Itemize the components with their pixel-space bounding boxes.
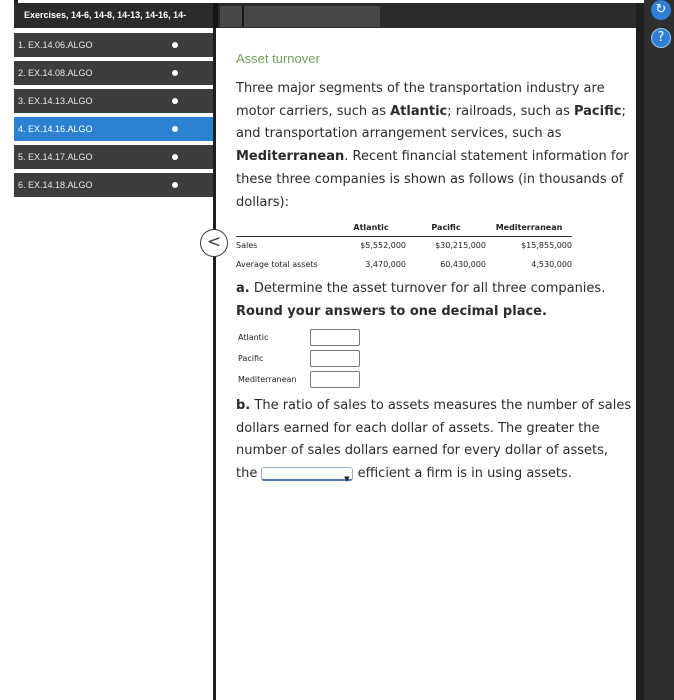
status-dot-icon (172, 70, 178, 76)
answer-label-atlantic: Atlantic (238, 333, 269, 342)
table-cell: $5,552,000 (360, 241, 406, 251)
page-title: Asset turnover (236, 51, 320, 66)
sidebar-item-ex-14-08[interactable] (14, 61, 213, 85)
refresh-icon[interactable]: ↻ (651, 0, 671, 20)
sidebar-item-ex-14-18[interactable] (14, 173, 213, 197)
part-b-question: b. The ratio of sales to assets measures the number of sales dollars earned for each dollar of assets. The greater the number of sales dollars earned for every dollar of assets, the ▼ efficient a firm is in using assets. (236, 395, 632, 486)
mediterranean-answer-input[interactable] (310, 371, 360, 388)
pacific-answer-input[interactable] (310, 350, 360, 367)
problem-intro: Three major segments of the transportation industry are motor carriers, such as Atlantic; railroads, such as Pacific; and transportation arrangement services, such as Mediterranean. Recent financial statement information for these three companies is shown as follows (in thousands of dollars): (236, 81, 629, 210)
efficiency-dropdown[interactable] (261, 467, 353, 481)
sidebar (14, 28, 213, 700)
sidebar-item-label: 5. EX.14.17.ALGO (18, 152, 93, 162)
sidebar-item-label: 4. EX.14.16.ALGO (18, 124, 93, 134)
status-dot-icon (172, 154, 178, 160)
table-cell: Average total assets (236, 260, 318, 269)
sidebar-item-label: 6. EX.14.18.ALGO (18, 180, 93, 190)
sidebar-item-label: 3. EX.14.13.ALGO (18, 96, 93, 106)
table-header (236, 220, 336, 236)
financial-table (236, 220, 572, 274)
answer-label-pacific: Pacific (238, 354, 264, 363)
status-dot-icon (172, 182, 178, 188)
sidebar-divider (213, 28, 216, 700)
sidebar-item-ex-14-16[interactable] (14, 117, 213, 141)
sidebar-item-label: 2. EX.14.08.ALGO (18, 68, 93, 78)
sidebar-item-ex-14-06[interactable] (14, 33, 213, 57)
table-cell: Sales (236, 241, 258, 251)
table-header: Mediterranean (486, 220, 572, 236)
sidebar-item-ex-14-17[interactable] (14, 145, 213, 169)
chevron-left-icon[interactable]: < (200, 229, 228, 257)
sidebar-item-ex-14-13[interactable] (14, 89, 213, 113)
answer-label-mediterranean: Mediterranean (238, 375, 297, 384)
caret-down-icon: ▼ (344, 474, 350, 483)
table-header: Pacific (406, 220, 486, 236)
table-row (236, 255, 572, 274)
table-cell: 3,470,000 (365, 260, 406, 269)
table-header-row (236, 220, 572, 236)
sidebar-item-label: 1. EX.14.06.ALGO (18, 40, 93, 50)
table-header: Atlantic (336, 220, 406, 236)
status-dot-icon (172, 98, 178, 104)
exercise-title: Exercises, 14-6, 14-8, 14-13, 14-16, 14- (24, 10, 187, 20)
part-a-question: a. Determine the asset turnover for all three companies. Round your answers to one decimal place. (236, 281, 606, 319)
table-cell: $30,215,000 (435, 241, 486, 251)
atlantic-answer-input[interactable] (310, 329, 360, 346)
tab-divider (213, 3, 218, 28)
right-tool-panel (644, 0, 674, 700)
table-row (236, 236, 572, 255)
status-dot-icon (172, 42, 178, 48)
help-icon[interactable]: ? (651, 28, 671, 48)
status-dot-icon (172, 126, 178, 132)
table-cell: 60,430,000 (440, 260, 486, 269)
table-cell: 4,530,000 (531, 260, 572, 269)
table-cell: $15,855,000 (521, 241, 572, 251)
top-tab-separator (242, 6, 244, 27)
top-tab[interactable] (220, 6, 380, 27)
right-border (636, 3, 644, 700)
